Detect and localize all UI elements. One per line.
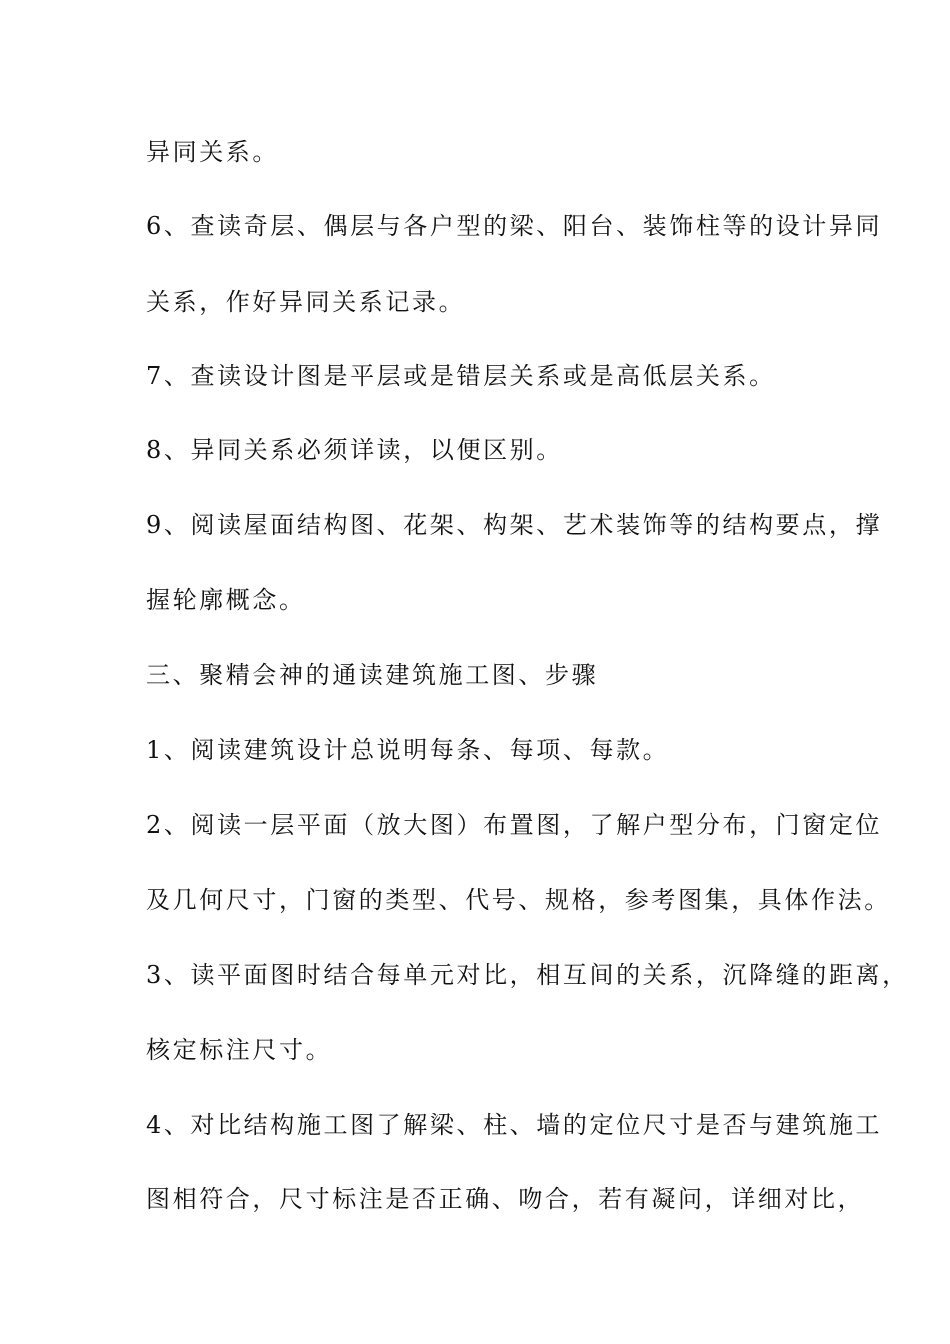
- text-line: 图相符合，尺寸标注是否正确、吻合，若有凝问，详细对比，: [146, 1185, 865, 1213]
- text-line: 7、查读设计图是平层或是错层关系或是高低层关系。: [146, 362, 776, 390]
- text-line: 8、异同关系必须详读，以便区别。: [146, 436, 563, 464]
- text-line: 握轮廓概念。: [146, 586, 306, 614]
- text-line: 4、对比结构施工图了解梁、柱、墙的定位尺寸是否与建筑施工: [146, 1111, 883, 1139]
- text-line: 9、阅读屋面结构图、花架、构架、艺术装饰等的结构要点，撑: [146, 511, 883, 539]
- text-line: 1、阅读建筑设计总说明每条、每项、每款。: [146, 736, 670, 764]
- text-line: 异同关系。: [146, 138, 279, 166]
- text-line: 6、查读奇层、偶层与各户型的梁、阳台、装饰柱等的设计异同: [146, 212, 883, 240]
- text-line: 3、读平面图时结合每单元对比，相互间的关系，沉降缝的距离，: [146, 961, 909, 989]
- text-line: 关系，作好异同关系记录。: [146, 288, 466, 316]
- text-line: 2、阅读一层平面（放大图）布置图，了解户型分布，门窗定位: [146, 811, 883, 839]
- section-heading: 三、聚精会神的通读建筑施工图、步骤: [146, 661, 599, 689]
- text-line: 及几何尺寸，门窗的类型、代号、规格，参考图集，具体作法。: [146, 886, 891, 914]
- text-line: 核定标注尺寸。: [146, 1036, 333, 1064]
